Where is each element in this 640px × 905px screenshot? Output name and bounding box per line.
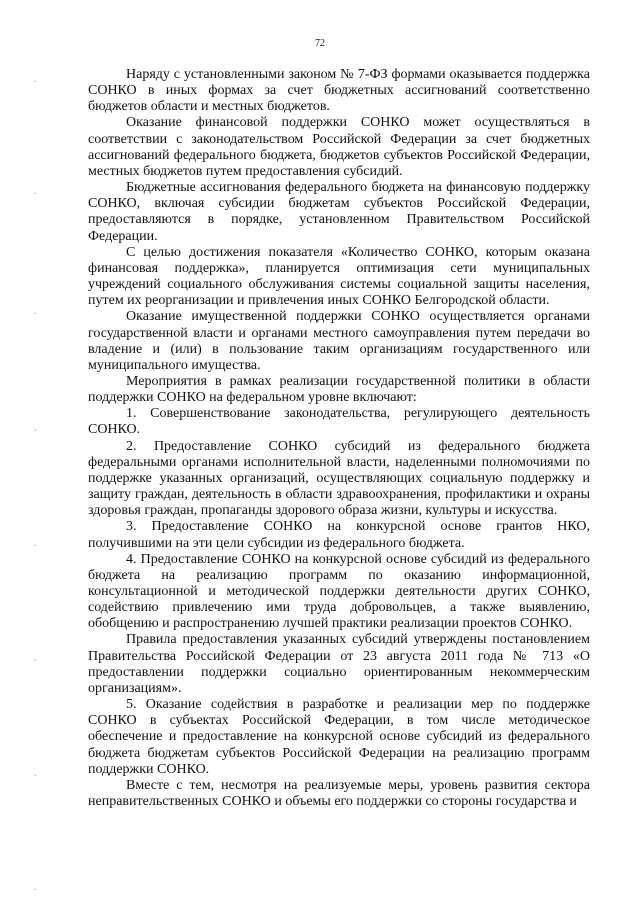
paragraph: Оказание имущественной поддержки СОНКО осуществляется органами государственной власти и органами местного самоуправления путем передачи во владение и (или) в пользование таким организациям государственного или муниципального имущества. xyxy=(88,309,590,373)
margin-speck: ˎ xyxy=(34,652,37,661)
paragraph: Оказание финансовой поддержки СОНКО может осуществляться в соответствии с законодательством Российской Федерации за счет бюджетных ассигнований федерального бюджета, бюджетов субъектов Российской Федерации, местных бюджетов путем предоставления субсидий. xyxy=(88,115,590,179)
list-item: 2. Предоставление СОНКО субсидий из федерального бюджета федеральными органами исполнительной власти, наделенными полномочиями по поддержке указанных организаций, осуществляющих социальную поддержку и защиту граждан, деятельность в области здравоохранения, профилактики и охраны здоровья граждан, пропаганды здорового образа жизни, культуры и искусства. xyxy=(88,438,590,519)
paragraph: Бюджетные ассигнования федерального бюджета на финансовую поддержку СОНКО, включая субсидии бюджетам субъектов Российской Федерации, предоставляются в порядке, установленном Правительством Российской Федерации. xyxy=(88,180,590,244)
paragraph: Мероприятия в рамках реализации государственной политики в области поддержки СОНКО на федеральном уровне включают: xyxy=(88,373,590,406)
paragraph: Вместе с тем, несмотря на реализуемые меры, уровень развития сектора неправительственных СОНКО и объемы его поддержки со стороны государства и xyxy=(88,777,590,810)
paragraph: С целью достижения показателя «Количество СОНКО, которым оказана финансовая поддержка», планируется оптимизация сети муниципальных учреждений социального обслуживания системы социальной защиты населения, путем их реорганизации и привлечения иных СОНКО Белгородской области. xyxy=(88,244,590,309)
margin-speck: ˎ xyxy=(34,73,37,82)
list-item: 4. Предоставление СОНКО на конкурсной основе субсидий из федерального бюджета на реализацию программ по оказанию информационной, консультационной и методической поддержки деятельности других СОНКО, содействию привлечению ими труда добровольцев, а также выявлению, обобщению и распространению лучшей практики реализации проектов СОНКО. xyxy=(88,551,590,632)
margin-speck: ˎ xyxy=(34,881,37,890)
margin-speck: ˎ xyxy=(34,185,37,194)
list-item: 5. Оказание содействия в разработке и реализации мер по поддержке СОНКО в субъектах Российской Федерации, в том числе методическое обеспечение и предоставление на конкурсной основе субсидий из федерального бюджета бюджетам субъектов Российской Федерации на реализацию программ поддержки СОНКО. xyxy=(88,697,590,777)
list-item: 1. Совершенствование законодательства, регулирующего деятельность СОНКО. xyxy=(88,406,590,438)
list-item: 3. Предоставление СОНКО на конкурсной основе грантов НКО, получившими на эти цели субсидии из федерального бюджета. xyxy=(88,519,590,551)
margin-speck: ˎ xyxy=(34,767,37,776)
document-body xyxy=(88,67,590,810)
margin-speck: ˎ xyxy=(34,537,37,546)
paragraph: Наряду с установленными законом № 7-ФЗ формами оказывается поддержка СОНКО в иных формах за счет бюджетных ассигнований соответственно бюджетов области и местных бюджетов. xyxy=(88,67,590,115)
margin-speck: ˎ xyxy=(34,305,37,314)
margin-speck: ˎ xyxy=(34,422,37,431)
page-number: 72 xyxy=(315,38,325,49)
paragraph: Правила предоставления указанных субсидий утверждены постановлением Правительства Российской Федерации от 23 августа 2011 года № 713 «О предоставлении поддержки социально ориентированным некоммерческим организациям». xyxy=(88,632,590,696)
